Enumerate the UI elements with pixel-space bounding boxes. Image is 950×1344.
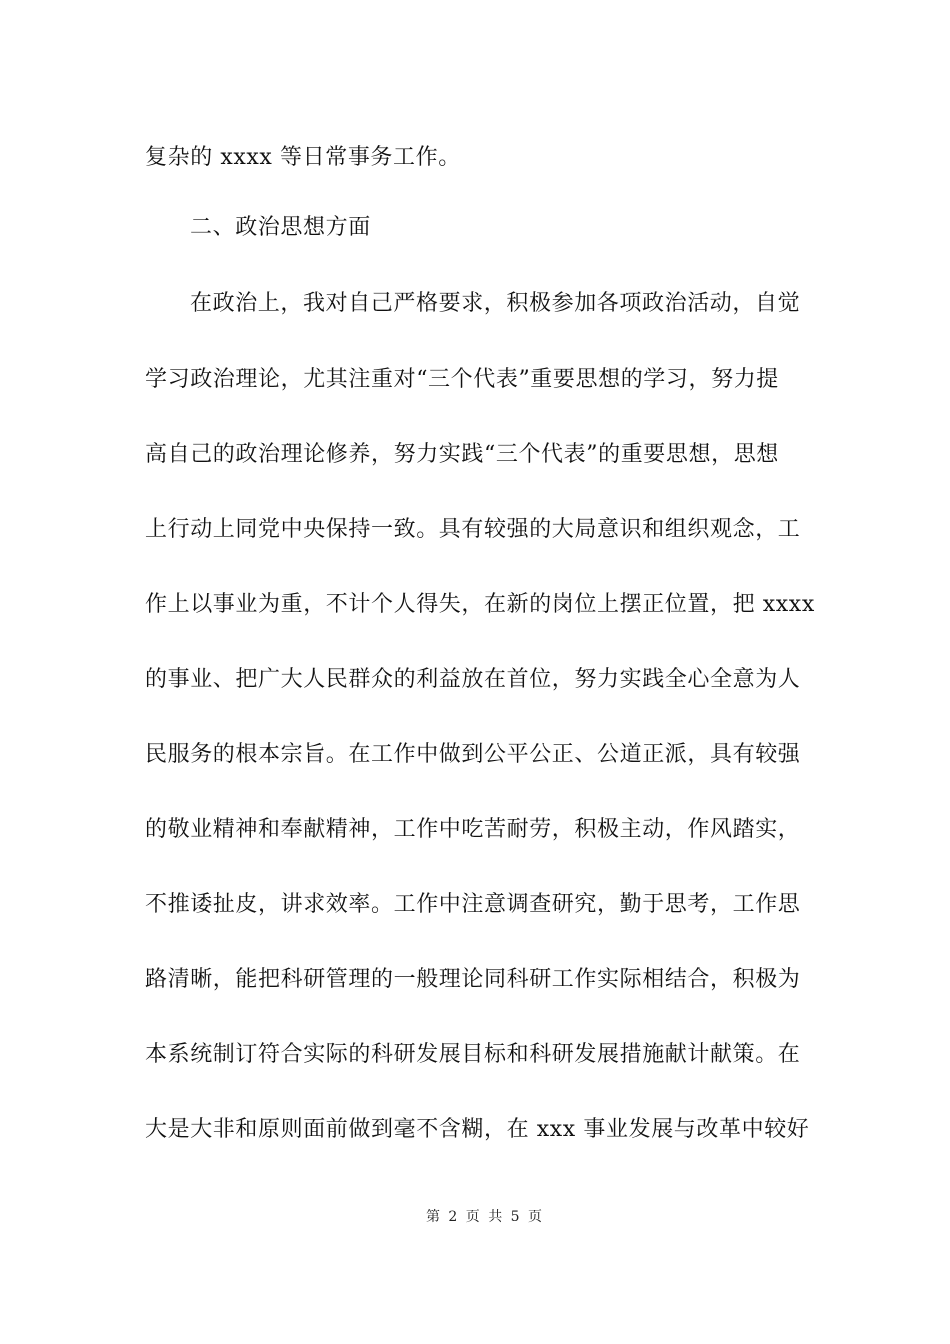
body-text-line: 大是大非和原则面前做到毫不含糊，在 xxx 事业发展与改革中较好 <box>145 1117 810 1142</box>
body-text-line: 作上以事业为重，不计个人得失，在新的岗位上摆正位置，把 xxxx <box>145 592 815 617</box>
body-text-line: 复杂的 xxxx 等日常事务工作。 <box>145 145 461 170</box>
body-text-line: 高自己的政治理论修养，努力实践“三个代表”的重要思想，思想 <box>145 442 779 467</box>
paragraph-first-line: 在政治上，我对自己严格要求，积极参加各项政治活动，自觉 <box>190 291 801 316</box>
body-text-line: 本系统制订符合实际的科研发展目标和科研发展措施献计献策。在 <box>145 1042 801 1067</box>
page-number-footer: 第 2 页 共 5 页 <box>425 1209 545 1225</box>
body-text-line: 不推诿扯皮，讲求效率。工作中注意调查研究，勤于思考，工作思 <box>145 892 801 917</box>
section-heading: 二、政治思想方面 <box>190 215 371 240</box>
body-text-line: 学习政治理论，尤其注重对“三个代表”重要思想的学习，努力提 <box>145 367 779 392</box>
body-text-line: 的敬业精神和奉献精神，工作中吃苦耐劳，积极主动，作风踏实， <box>145 817 801 842</box>
body-text-line: 民服务的根本宗旨。在工作中做到公平公正、公道正派，具有较强 <box>145 742 801 767</box>
body-text-line: 的事业、把广大人民群众的利益放在首位，努力实践全心全意为人 <box>145 667 801 692</box>
body-text-line: 路清晰，能把科研管理的一般理论同科研工作实际相结合，积极为 <box>145 967 801 992</box>
body-text-line: 上行动上同党中央保持一致。具有较强的大局意识和组织观念，工 <box>145 517 801 542</box>
